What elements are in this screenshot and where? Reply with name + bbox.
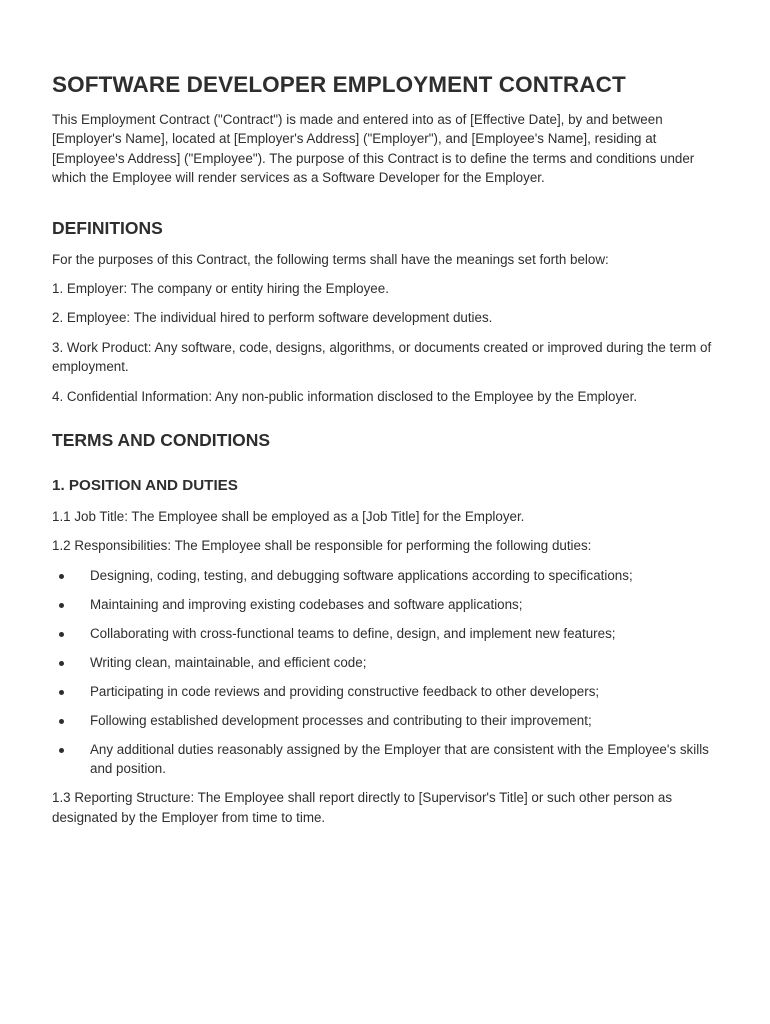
list-item (52, 653, 718, 672)
definitions-lead: For the purposes of this Contract, the following terms shall have the meanings set forth below: (52, 251, 609, 267)
bullet-icon (59, 719, 64, 724)
duty-text: Maintaining and improving existing codebases and software applications; (90, 596, 523, 612)
definitions-heading: DEFINITIONS (52, 217, 163, 238)
definition-item-confidential-information: 4. Confidential Information: Any non-public information disclosed to the Employee by the Employer. (52, 388, 638, 404)
duty-text: Any additional duties reasonably assigned by the Employer that are consistent with the Employee's skills and position. (90, 741, 709, 777)
intro-paragraph: This Employment Contract ("Contract") is made and entered into as of [Effective Date], by and between [Employer's Name], located at [Employer's Address] ("Employer"), and [Employee's Name], residing at [Employee's Address] ("Employee"). The purpose of this Contract is to define the terms and conditions under which the Employee will render services as a Software Developer for the Employer. (52, 112, 695, 186)
list-item (52, 566, 718, 585)
bullet-icon (59, 661, 64, 666)
definition-item-work-product: 3. Work Product: Any software, code, designs, algorithms, or documents created or improved during the term of employment. (52, 339, 712, 375)
terms-section (52, 429, 718, 827)
duty-text: Collaborating with cross-functional teams to define, design, and implement new features; (90, 625, 616, 641)
list-item (52, 711, 718, 730)
bullet-icon (59, 690, 64, 695)
duty-text: Writing clean, maintainable, and efficient code; (90, 654, 367, 670)
definitions-section (52, 217, 718, 406)
job-title-clause: 1.1 Job Title: The Employee shall be employed as a [Job Title] for the Employer. (52, 509, 525, 525)
responsibilities-clause: 1.2 Responsibilities: The Employee shall be responsible for performing the following duties: (52, 538, 592, 554)
bullet-icon (59, 748, 64, 753)
duty-text: Following established development processes and contributing to their improvement; (90, 712, 592, 728)
bullet-icon (59, 632, 64, 637)
position-duties-heading: 1. POSITION AND DUTIES (52, 477, 238, 495)
duty-text: Participating in code reviews and providing constructive feedback to other developers; (90, 683, 600, 699)
terms-heading: TERMS AND CONDITIONS (52, 430, 271, 451)
definition-item-employer: 1. Employer: The company or entity hiring the Employee. (52, 281, 389, 297)
list-item (52, 682, 718, 701)
bullet-icon (59, 574, 64, 579)
reporting-structure-clause: 1.3 Reporting Structure: The Employee shall report directly to [Supervisor's Title] or such other person as designated by the Employer from time to time. (52, 790, 673, 825)
duties-list (52, 566, 718, 779)
list-item (52, 740, 718, 779)
duty-text: Designing, coding, testing, and debugging software applications according to specifications; (90, 567, 633, 583)
list-item (52, 595, 718, 614)
list-item (52, 624, 718, 643)
bullet-icon (59, 603, 64, 608)
definition-item-employee: 2. Employee: The individual hired to perform software development duties. (52, 310, 493, 326)
document-title: SOFTWARE DEVELOPER EMPLOYMENT CONTRACT (52, 72, 626, 97)
